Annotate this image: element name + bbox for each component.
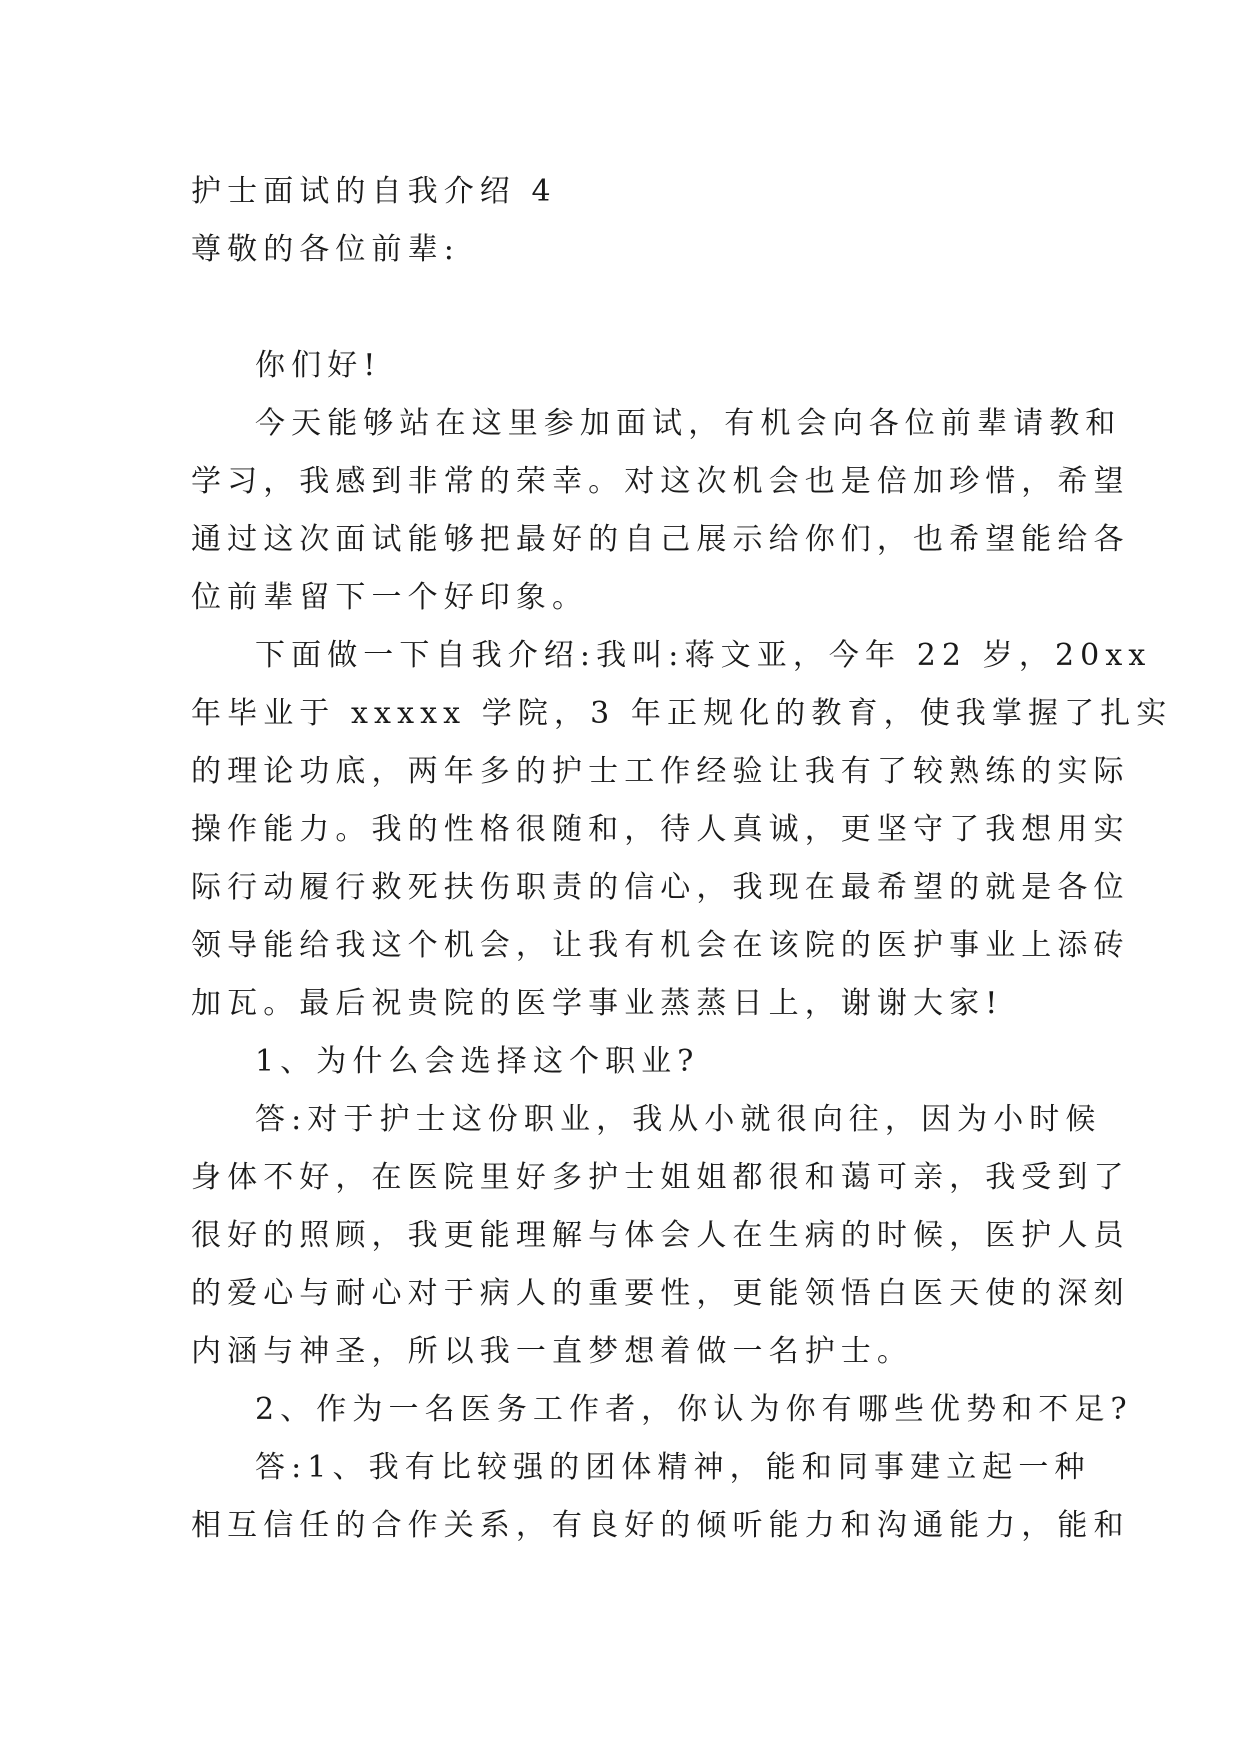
document-body [191, 163, 1173, 1555]
answer-line: 相互信任的合作关系，有良好的倾听能力和沟通能力，能和 [191, 1508, 1130, 1543]
paragraph-line: 操作能力。我的性格很随和，待人真诚，更坚守了我想用实 [191, 812, 1130, 847]
paragraph-line: 加瓦。最后祝贵院的医学事业蒸蒸日上，谢谢大家! [191, 986, 1004, 1021]
paragraph-line: 领导能给我这个机会，让我有机会在该院的医护事业上添砖 [191, 928, 1130, 963]
greeting-line: 你们好! [255, 348, 382, 383]
answer-line: 的爱心与耐心对于病人的重要性，更能领悟白医天使的深刻 [191, 1276, 1130, 1311]
paragraph-line: 年毕业于 xxxxx 学院，3 年正规化的教育，使我掌握了扎实 [191, 696, 1173, 731]
paragraph-line: 位前辈留下一个好印象。 [191, 580, 589, 615]
paragraph-line: 通过这次面试能够把最好的自己展示给你们，也希望能给各 [191, 522, 1130, 557]
paragraph-line: 际行动履行救死扶伤职责的信心，我现在最希望的就是各位 [191, 870, 1130, 905]
answer-line: 很好的照顾，我更能理解与体会人在生病的时候，医护人员 [191, 1218, 1130, 1253]
question-line: 1、为什么会选择这个职业? [255, 1044, 700, 1079]
answer-line: 答:对于护士这份职业，我从小就很向往，因为小时候 [255, 1102, 1102, 1137]
answer-line: 身体不好，在医院里好多护士姐姐都很和蔼可亲，我受到了 [191, 1160, 1130, 1195]
question-line: 2、作为一名医务工作者，你认为你有哪些优势和不足? [255, 1392, 1133, 1427]
paragraph-line: 学习，我感到非常的荣幸。对这次机会也是倍加珍惜，希望 [191, 464, 1130, 499]
paragraph-line: 今天能够站在这里参加面试，有机会向各位前辈请教和 [255, 406, 1122, 441]
paragraph-line: 的理论功底，两年多的护士工作经验让我有了较熟练的实际 [191, 754, 1130, 789]
salutation: 尊敬的各位前辈: [191, 232, 460, 267]
document-title: 护士面试的自我介绍 4 [191, 174, 557, 209]
answer-line: 答:1、我有比较强的团体精神，能和同事建立起一种 [255, 1450, 1091, 1485]
paragraph-line: 下面做一下自我介绍:我叫:蒋文亚，今年 22 岁，20xx [255, 638, 1152, 673]
answer-line: 内涵与神圣，所以我一直梦想着做一名护士。 [191, 1334, 913, 1369]
